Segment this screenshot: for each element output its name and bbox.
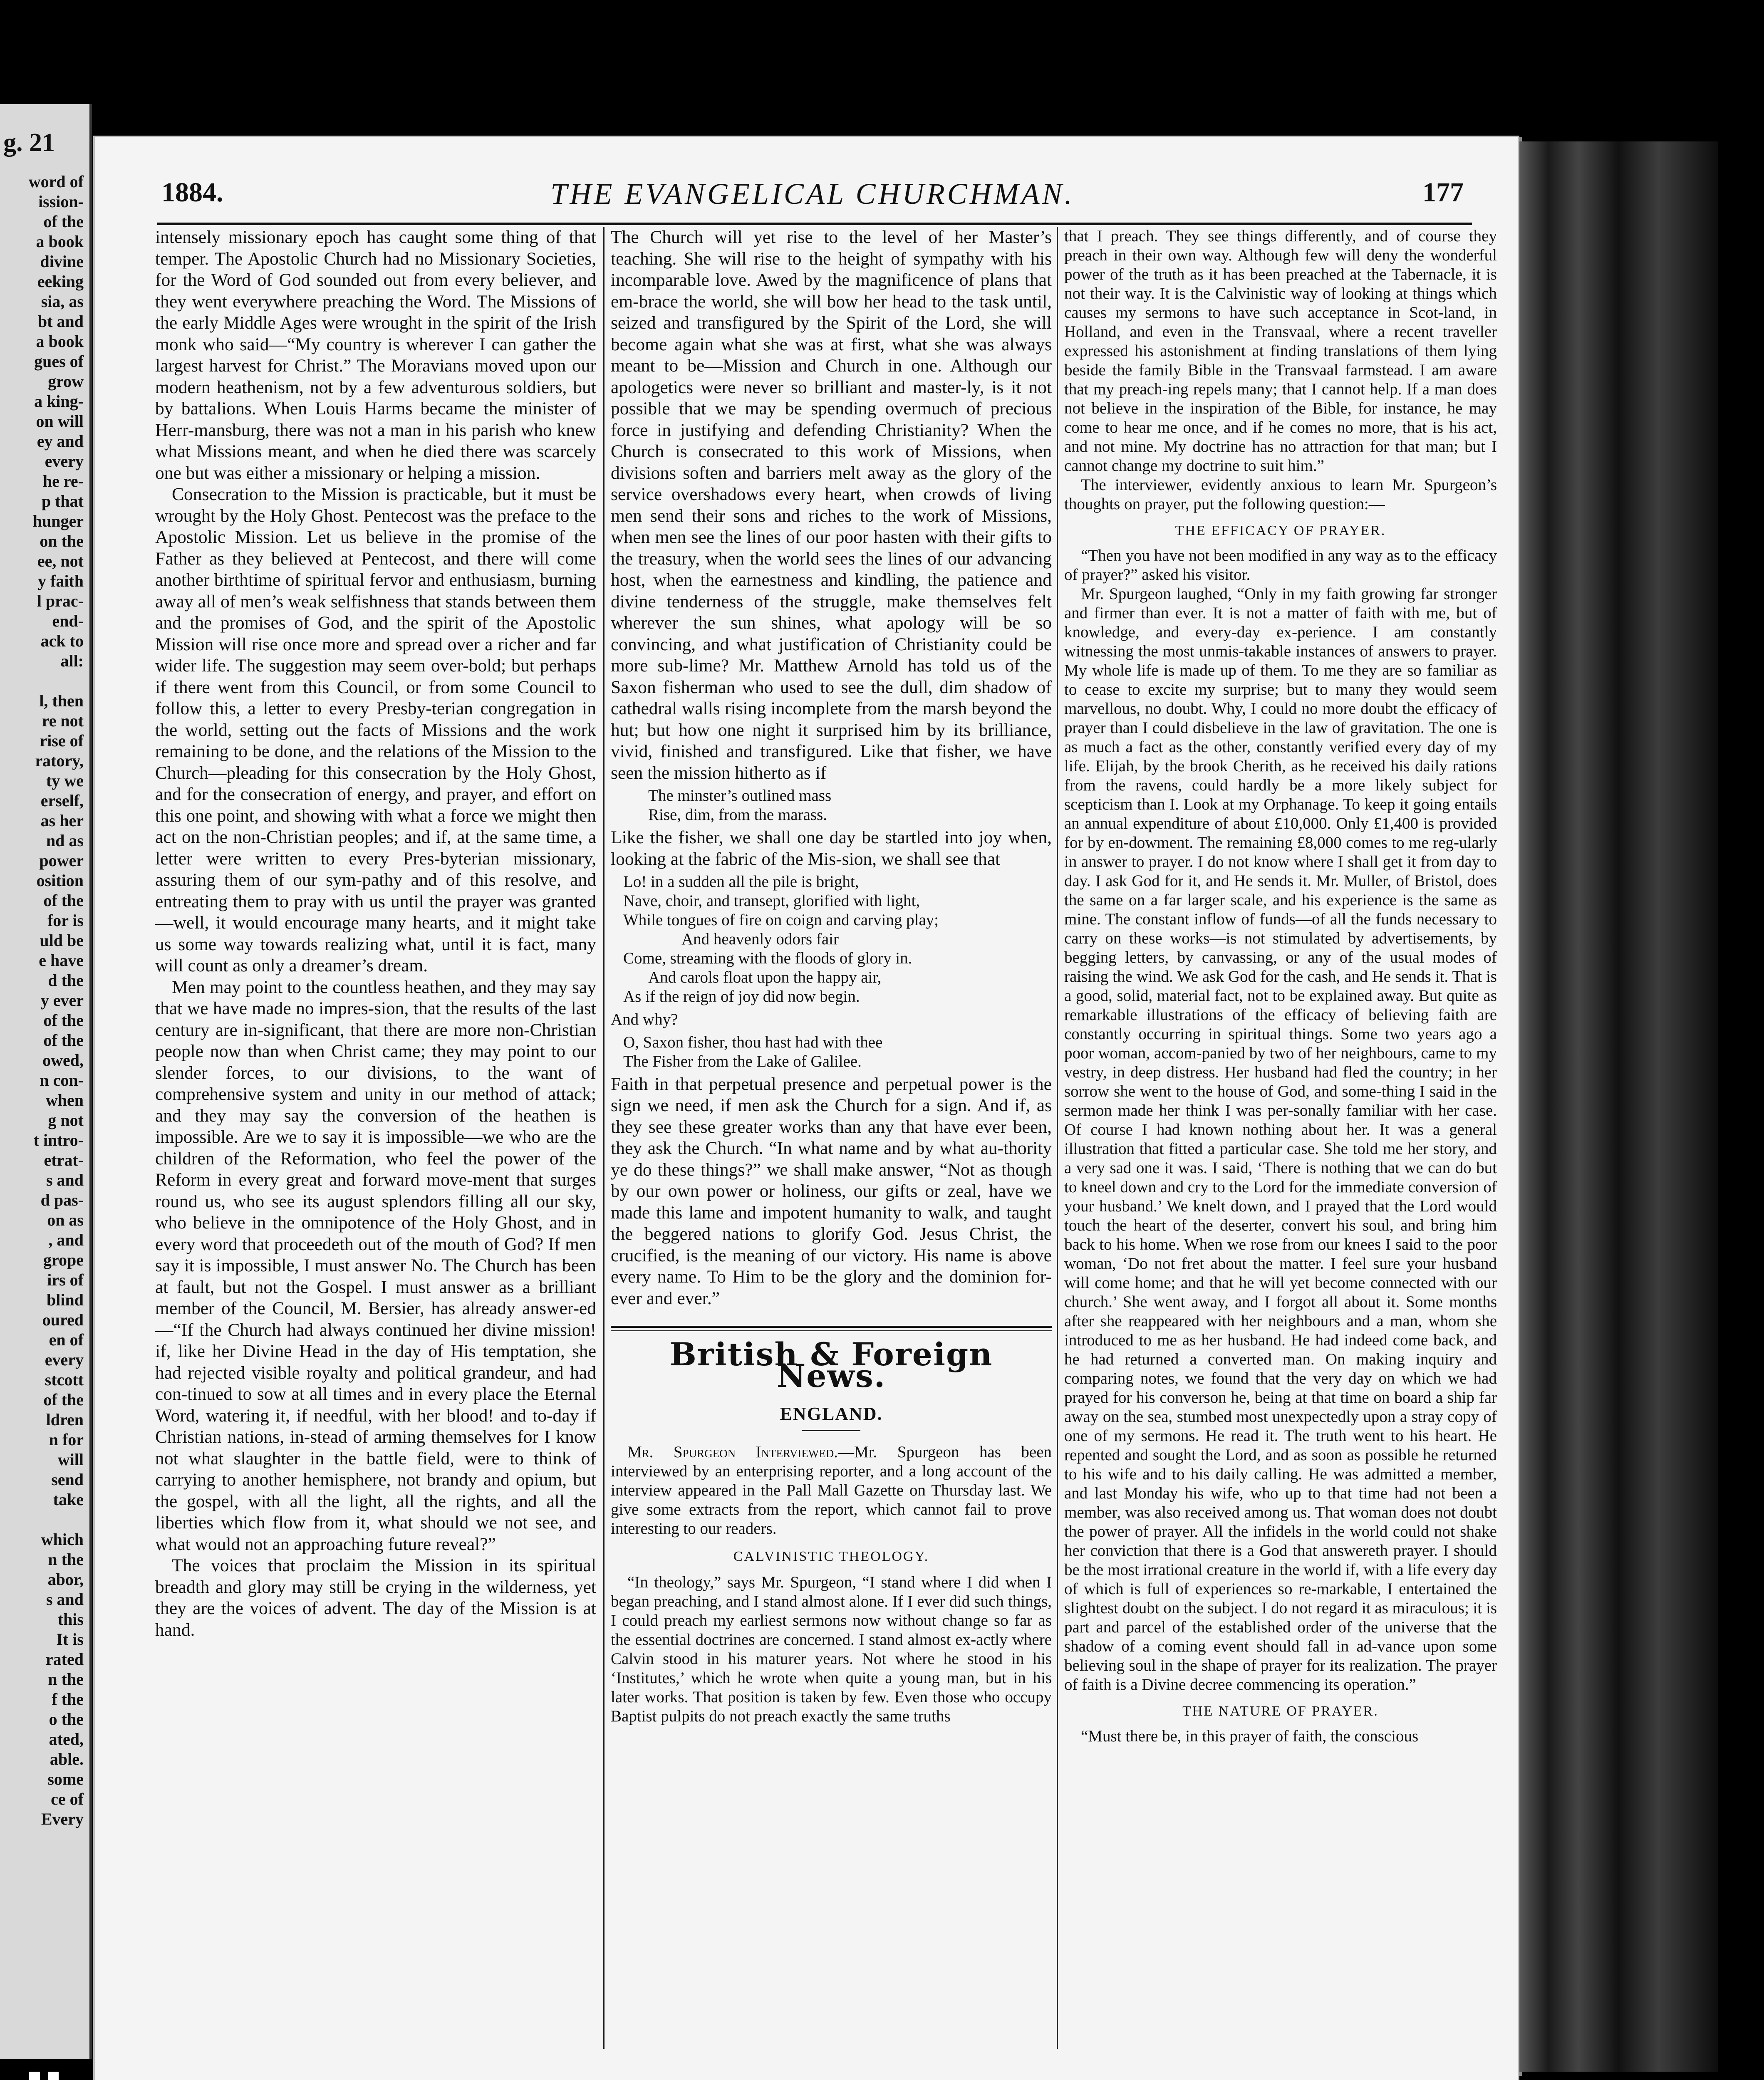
previous-page-line: rise of [40,731,84,750]
poem-line: While tongues of fire on coign and carving play; [623,911,939,929]
previous-page-line: ee, not [37,552,84,570]
previous-page-line: re not [42,711,84,730]
previous-page-line: of the [43,1031,84,1050]
header-year: 1884. [161,177,223,208]
paragraph: Consecration to the Mission is practicable, but it must be wrought by the Holy Ghost. Pentecost was the preface to the Apostolic Mission. Let us believe in the promise of the Father as they believed at Pentecost, and there will come another birthtime of spiritual fervor and enthusiasm, burning away all of men’s weak selfishness that stands between them and the promises of God, and the spirit of the Apostolic Mission will rise once more and spread over a richer and far wider life. The suggestion may seem over-bold; but perhaps if there went from this Council, or from some Council to follow this, a letter to every Presby-terian congregation in the world, setting out the facts of Missions and the work remaining to be done, and the relations of the Mission to the Church—pleading for this consecration by the Holy Ghost, and for the consecration of energy, and prayer, and effort on this one point, and showing with what a force we might then act on the non-Christian peoples; and if, at the same time, a letter were written to every Pres-byterian missionary, assuring them of our sym-pathy and of this resolve, and entreating them to pray with us until the prayer was granted—well, it would encourage many hearts, and it might take us some way towards realizing what, until it is fact, many will count as only a dreamer’s dream. [155,484,596,976]
column-rule [603,227,605,2049]
poem-quote [611,786,1052,825]
previous-page-line: send [51,1470,84,1489]
page-header [161,177,1464,223]
paragraph: The interviewer, evidently anxious to learn Mr. Spurgeon’s thoughts on prayer, put the following question:— [1064,476,1497,513]
previous-page-line: power [39,851,84,870]
previous-page-line: take [53,1490,84,1509]
poem-quote [611,872,1052,1006]
subheading: THE NATURE OF PRAYER. [1182,1704,1379,1719]
article-lead: Mr. Spurgeon Interviewed. [627,1443,838,1461]
column-3 [1064,227,1497,1746]
previous-page-line: l prac- [37,592,84,610]
previous-page-line: owed, [42,1051,84,1070]
previous-page-line: osition [36,871,84,890]
previous-page-line: of the [43,1390,84,1409]
previous-page-line: a king- [34,392,84,411]
section-divider [611,1326,1052,1331]
previous-page-line: ty we [46,771,84,790]
previous-page-line: abor, [47,1570,84,1589]
poem-quote [611,1033,1052,1071]
previous-page-line: eeking [37,272,84,291]
previous-page-line: n con- [40,1071,84,1090]
previous-page-line: bt and [37,312,84,331]
previous-page-line: ldren [46,1410,84,1429]
poem-line: Rise, dim, from the marass. [648,806,827,824]
subheading: THE EFFICACY OF PRAYER. [1175,523,1386,538]
previous-page-line: able. [50,1750,84,1768]
previous-page-line: will [57,1450,84,1469]
subheading: CALVINISTIC THEOLOGY. [733,1548,929,1564]
paragraph: “Must there be, in this prayer of faith, the conscious [1081,1727,1419,1745]
header-rule [157,223,1472,225]
previous-page-line: l, then [39,691,84,710]
previous-page-line: o the [49,1710,84,1728]
previous-page-line: all: [60,651,84,670]
poem-line: The minster’s outlined mass [648,787,832,805]
previous-page-line: d the [48,971,84,990]
previous-page-line: Every [41,1810,84,1828]
poem-line: And heavenly odors fair [681,930,839,948]
previous-page-line: n the [48,1550,84,1569]
header-page-number: 177 [1422,177,1464,208]
previous-page-line: every [45,452,84,470]
previous-page-line: uld be [40,931,84,950]
short-rule [802,1430,860,1431]
previous-page-line: of the [43,1011,84,1030]
previous-page-line: e have [39,951,84,970]
paragraph: intensely missionary epoch has caught some thing of that temper. The Apostolic Church had no Missionary Societies, for the Word of God sounded out from every believer, and they went everywhere preaching the Word. The Missions of the early Middle Ages were wrought in the spirit of the Irish monk who said—“My country is wherever I can gather the largest harvest for Christ.” The Moravians moved upon our modern heathenism, not by a few adventurous soldiers, but by battalions. When Louis Harms became the minister of Herr-mansburg, there was not a man in his parish who knew what Missions meant, and when he died there was scarcely one but was either a missionary or helping a mission. [155,227,596,483]
paragraph: And why? [611,1010,678,1028]
previous-page-line: for is [47,911,84,930]
previous-page-line: on will [36,412,84,431]
paragraph: “In theology,” says Mr. Spurgeon, “I stand where I did when I began preaching, and I stand almost alone. If I ever did such things, I could preach my earliest sermons now without change so far as the essential doctrines are concerned. I stand almost ex-actly where Calvin stood in his maturer years. Not where he stood in his ‘Institutes,’ which he wrote when quite a young man, but in his later works. That position is taken by few. Even those who occupy Baptist pulpits do not preach exactly the same truths [611,1573,1052,1725]
previous-page-line: blind [47,1290,84,1309]
poem-line: O, Saxon fisher, thou hast had with thee [623,1033,883,1051]
previous-page-line: when [45,1091,84,1109]
previous-page-line: sia, as [41,292,84,311]
previous-page-line: ission- [38,192,84,211]
previous-page-line: grope [43,1250,84,1269]
previous-page-line: f the [52,1690,84,1709]
poem-line: Come, streaming with the floods of glory in. [623,949,912,967]
paragraph [611,1443,1052,1538]
previous-page-line: divine [40,252,84,271]
book-binding [1519,141,1718,2072]
previous-page-line: oured [42,1310,84,1329]
previous-page-text [0,172,89,1829]
previous-page-line: gues of [34,352,84,371]
poem-line: The Fisher from the Lake of Galilee. [623,1052,862,1070]
margin-bar [48,2072,59,2080]
article-text: —Mr. Spurgeon has been interviewed by an enterprising reporter, and a long account of the interview appeared in the Pall Mall Gazette on Thursday last. We give some extracts from the report, which cannot fail to prove interesting to our readers. [611,1443,1052,1538]
previous-page-line: grow [48,372,84,391]
previous-page-line [0,671,89,691]
previous-page-line: ated, [49,1730,84,1748]
paragraph: Mr. Spurgeon laughed, “Only in my faith growing far stronger and firmer than ever. It is not a matter of faith with me, but of knowledge, and every-day ex-perience. I am constantly witnessing the most unmis-takable instances of answers to prayer. My whole life is made up of them. To me they are so familiar as to cease to excite my surprise; but to many they would seem marvellous, no doubt. Why, I could no more doubt the efficacy of prayer than I could disbelieve in the law of gravitation. The one is as much a fact as the other, constantly verified every day of my life. Elijah, by the brook Cherith, as he received his daily rations from the ravens, could hardly be a more likely subject for scepticism than I. Look at my Orphanage. To keep it going entails an annual expenditure of about £10,000. Only £1,400 is provided for by en-dowment. The remaining £8,000 comes to me reg-ularly in answer to prayer. I do not know where I shall get it from day to day. I ask God for it, and He sends it. Mr. Muller, of Bristol, does the same on a far larger scale, and his experience is the same as mine. The constant inflow of funds—of all the funds necessary to carry on these works—is not stimulated by advertisements, by begging letters, by canvassing, or any of the usual modes of raising the wind. We ask God for the cash, and He sends it. That is a good, solid, material fact, not to be explained away. But quite as remarkable illustrations of the efficacy of believing faith are constantly occurring in spiritual things. Some two years ago a poor woman, accom-panied by two of her neighbours, came to my vestry, in deep distress. Her husband had fled the country; in her sorrow she went to the house of God, and some-thing I said in the sermon made her think I was per-sonally familiar with her case. Of course I had known nothing about her. It was a general illustration that fitted a particular case. She told me her story, and a very sad one it was. I said, ‘There is nothing that we can do but to kneel down and cry to the Lord for the immediate conversion of your husband.’ We knelt down, and I prayed that the Lord would touch the heart of the deserter, convert his soul, and bring him back to his home. When we rose from our knees I said to the poor woman, ‘Do not fret about the matter. I feel sure your husband will come home; and that he will yet become connected with our church.’ She went away, and I forgot all about it. Some months after she reappeared with her neighbours and a man, whom she introduced to me as her husband. He had indeed come back, and he had returned a converted man. On making inquiry and comparing notes, we found that the very day on which we had prayed for his converson he, being at that time on board a ship far away on the sea, stumbed most unexpectedly upon a stray copy of one of my sermons. He read it. The truth went to his heart. He repented and sought the Lord, and as soon as possible he returned to his wife and to his daily calling. He was admitted a member, and last Monday his wife, who up to that time had not been a member, was also received among us. That woman does not doubt the power of prayer. All the infidels in the world could not shake her conviction that there is a God that answereth prayer. I should be the most irrational creature in the world if, with a life every day of which is full of experiences so re-markable, I entertained the slightest doubt on the subject. I do not regard it as miraculous; it is part and parcel of the established order of the universe that the shadow of a coming event should fall in ad-vance upon some believing soul in the shape of prayer for its realization. The prayer of faith is a Divine decree commencing its operation.” [1064,585,1497,1694]
newspaper-page [95,137,1518,2080]
previous-page-line: y faith [38,572,84,590]
poem-line: As if the reign of joy did now begin. [623,988,860,1005]
previous-page-line: ce of [51,1790,84,1808]
previous-page-line: word of [28,172,84,191]
previous-page-line: rated [45,1650,84,1669]
previous-page-line: It is [56,1630,84,1649]
previous-page-line: p that [41,492,84,510]
previous-page-line: s and [46,1171,84,1189]
paragraph: Faith in that perpetual presence and perpetual power is the sign we need, if men ask the Church for a sign. And if, as they see these greater works than any that have ever been, they ask the Church. “In what name and by what au-thority ye do these things?” we shall make answer, “Not as though by our own power or holiness, our gifts or zeal, have we made this lame and impotent humanity to walk, and taught the beggered nations to glorify God. Jesus Christ, the crucified, is the meaning of our victory. His name is above every name. To Him to be the glory and the dominion for-ever and ever.” [611,1074,1052,1308]
previous-page-line: a book [36,332,84,351]
previous-page-edge [0,104,92,2059]
poem-line: Lo! in a sudden all the pile is bright, [623,873,859,891]
paragraph: Men may point to the countless heathen, and they may say that we have made no impres-sion, that the results of the last century are in-significant, that there are more non-Christian people now than when Christ came; they may point to our slender forces, to our divisions, to the want of comprehensive system and unity in our method of attack; and they may say the conversion of the heathen is impossible. Are we to say it is impossible—we who are the children of the Reformation, who feel the power of the Reform in every great and forward move-ment that surges round us, who see its august splendors filling all our sky, who believe in the omnipotence of the Holy Ghost, and in every word that proceedeth out of the mouth of God? If men say it is impossible, I must answer No. The Church has been at fault, but not the Gospel. I must answer as a brilliant member of the Council, M. Bersier, has already answer-ed—“If the Church had always continued her divine mission! if, like her Divine Head in the day of His temptation, she had rejected visible royalty and political grandeur, and had con-tinued to sow at all times and in every place the Eternal Word, watering it, if needful, with her blood! and to-day if Christian nations, in-stead of arming themselves for I know not what slaughter in the battle field, were to think of carrying to another hemisphere, not brandy and opium, but the gospel, with all the light, all the rights, and all the liberties which flow from it, what should we not see, and what would not an approaching future reveal?” [155,977,596,1554]
poem-line: And carols float upon the happy air, [648,968,882,986]
previous-page-line: n for [49,1430,84,1449]
column-rule [1057,227,1058,2049]
previous-page-line: erself, [40,791,84,810]
previous-page-line: irs of [47,1270,84,1289]
previous-page-line: n the [48,1670,84,1689]
previous-page-line: en of [49,1330,84,1349]
paragraph: that I preach. They see things differently, and of course they preach in their own way. Although few will deny the wonderful power of the truth as it has been preached at the Tabernacle, it is not their way. It is the Calvinistic way of looking at things which causes my sermons to have such acceptance in Scot-land, in Holland, and even in the Transvaal, where a recent traveller expressed his astonishment at finding translations of them lying beside the family Bible in the Transvaal farmstead. I am aware that my preach-ing repels many; that I cannot help. If a man does not believe in the inspiration of the Bible, for instance, he may come to hear me once, and if he comes no more, that is his act, and not mine. My doctrine has no attraction for that man; but I cannot change my doctrine to suit him.” [1064,227,1497,475]
previous-page-line: he re- [42,472,84,490]
previous-page-line: every [45,1350,84,1369]
previous-page-line: of the [43,212,84,231]
section-heading: ENGLAND. [780,1404,883,1424]
previous-page-line: nd as [46,831,84,850]
previous-page-line: d pas- [40,1191,84,1209]
previous-page-line: a book [36,232,84,251]
previous-page-line [0,1510,89,1530]
previous-page-line: g not [48,1111,84,1129]
section-banner: British & Foreign News. [669,1336,993,1394]
previous-page-line: , and [48,1231,84,1249]
previous-page-line: which [41,1530,84,1549]
previous-page-line: y ever [40,991,84,1010]
paragraph: The voices that proclaim the Mission in its spiritual breadth and glory may still be crying in the wilderness, yet they are the voices of advent. The day of the Mission is at hand. [155,1555,596,1640]
previous-page-line: some [47,1770,84,1788]
previous-page-line: ack to [40,631,84,650]
previous-page-line: of the [43,891,84,910]
previous-page-line: ey and [37,432,84,451]
previous-page-line: on as [47,1211,84,1229]
paragraph: The Church will yet rise to the level of her Master’s teaching. She will rise to the height of sympathy with his incomparable love. Awed by the magnificence of plans that em-brace the world, she will bow her head to the task until, seized and transfigured by the Spirit of the Lord, she will become again what she was at first, what she was always meant to be—Mission and Church in one. Although our apologetics were never so brilliant and master-ly, is it not possible that we may be spending overmuch of precious force in justifying and defending Christianity? When the Church is consecrated to this work of Missions, when divisions soften and barriers melt away as the glory of the service overshadows every heart, when crowds of living men send their sons and riches to the work of Missions, when men see the lines of our poor hasten with their gifts to the treasury, when the world sees the lines of our advancing host, when the earnestness and kindling, the patience and divine tenderness of the struggle, make themselves felt wherever the sun shines, what apology will be so convincing, and what justification of Christianity could be more sub-lime? Mr. Matthew Arnold has told us of the Saxon fisherman who used to see the dull, dim shadow of cathedral walls rising incomplete from the marsh beyond the hut; but how one night it surprised him by its brilliance, vivid, finished and transfigured. Like that fisher, we have seen the mission hitherto as if [611,227,1052,783]
previous-page-label: g. 21 [3,129,55,157]
previous-page-line: this [57,1610,84,1629]
margin-bar [29,2072,40,2080]
previous-page-line: ratory, [35,751,84,770]
previous-page-line: hunger [32,512,84,530]
poem-line: Nave, choir, and transept, glorified with light, [623,892,920,910]
previous-page-line: s and [46,1590,84,1609]
column-1 [155,227,596,1641]
paragraph: “Then you have not been modified in any way as to the efficacy of prayer?” asked his visitor. [1064,547,1497,584]
previous-page-line: t intro- [33,1131,84,1149]
previous-page-line: end- [52,612,84,630]
previous-page-line: on the [40,532,84,550]
column-2 [611,227,1052,1726]
header-title: THE EVANGELICAL CHURCHMAN. [550,177,1075,210]
paragraph: Like the fisher, we shall one day be startled into joy when, looking at the fabric of the Mis-sion, we shall see that [611,827,1052,869]
previous-page-line: etrat- [44,1151,84,1169]
previous-page-line: stcott [45,1370,84,1389]
previous-page-line: as her [40,811,84,830]
